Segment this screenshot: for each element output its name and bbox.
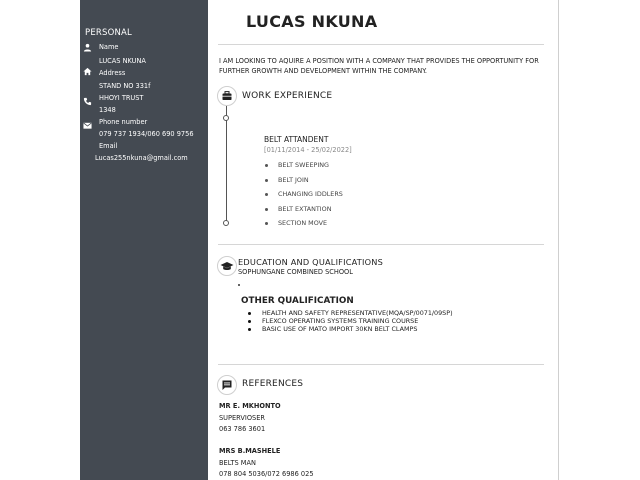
name-label: Name	[99, 43, 119, 51]
qualification-item: HEALTH AND SAFETY REPRESENTATIVE(MQA/SP/0071/09SP)	[248, 309, 453, 317]
mail-icon	[83, 121, 92, 130]
duty-item: BELT JOIN	[265, 176, 309, 184]
timeline-line	[226, 106, 227, 224]
duty-item: BELT SWEEPING	[265, 161, 329, 169]
timeline-node	[223, 220, 229, 226]
job-dates: [01/11/2014 - 25/02/2022]	[264, 146, 352, 154]
briefcase-icon	[217, 86, 237, 106]
phone-label: Phone number	[99, 118, 148, 126]
reference-name: MR E. MKHONTO	[219, 402, 281, 410]
duty-item: CHANGING IDDLERS	[265, 190, 343, 198]
divider	[218, 364, 544, 365]
candidate-name: LUCAS NKUNA	[246, 12, 378, 31]
personal-sidebar	[80, 0, 208, 480]
home-icon	[83, 67, 92, 76]
qualification-item: BASIC USE OF MATO IMPORT 30KN BELT CLAMPS	[248, 325, 417, 333]
reference-role: BELTS MAN	[219, 459, 256, 467]
references-title: REFERENCES	[242, 379, 304, 389]
school-name: SOPHUNGANE COMBINED SCHOOL	[238, 268, 353, 276]
duty-item: BELT EXTANTION	[265, 205, 332, 213]
phone-value: 079 737 1934/060 690 9756	[99, 130, 194, 138]
phone-icon	[83, 97, 92, 106]
email-value: Lucas255nkuna@gmail.com	[95, 154, 188, 162]
reference-phone: 063 786 3601	[219, 425, 266, 433]
resume-main	[208, 0, 558, 480]
job-title: BELT ATTANDENT	[264, 135, 329, 144]
timeline-node	[223, 115, 229, 121]
education-title: EDUCATION AND QUALIFICATIONS	[238, 257, 383, 267]
name-value: LUCAS NKUNA	[99, 57, 146, 65]
address-line-1: STAND NO 331f	[99, 82, 151, 90]
address-label: Address	[99, 69, 126, 77]
reference-name: MRS B.MASHELE	[219, 447, 281, 455]
address-line-3: 1348	[99, 106, 116, 114]
empty-bullet	[238, 284, 240, 286]
address-line-2: HHOYI TRUST	[99, 94, 144, 102]
qualification-item: FLEXCO OPERATING SYSTEMS TRAINING COURSE	[248, 317, 418, 325]
objective-summary: I AM LOOKING TO AQUIRE A POSITION WITH A COMPANY THAT PROVIDES THE OPPORTUNITY FOR FURTHER GROWTH AND DEVELOPMENT WITHIN THE COMPANY.	[219, 57, 539, 75]
person-icon	[83, 43, 92, 52]
work-experience-title: WORK EXPERIENCE	[242, 91, 333, 101]
chat-icon	[217, 375, 237, 395]
email-label: Email	[99, 142, 118, 150]
divider	[218, 244, 544, 245]
personal-heading: PERSONAL	[85, 28, 132, 38]
reference-role: SUPERVIOSER	[219, 414, 265, 422]
other-qualification-title: OTHER QUALIFICATION	[241, 296, 354, 306]
reference-phone: 078 804 5036/072 6986 025	[219, 470, 314, 478]
graduation-cap-icon	[217, 256, 237, 276]
divider	[218, 44, 544, 45]
duty-item: SECTION MOVE	[265, 219, 327, 227]
